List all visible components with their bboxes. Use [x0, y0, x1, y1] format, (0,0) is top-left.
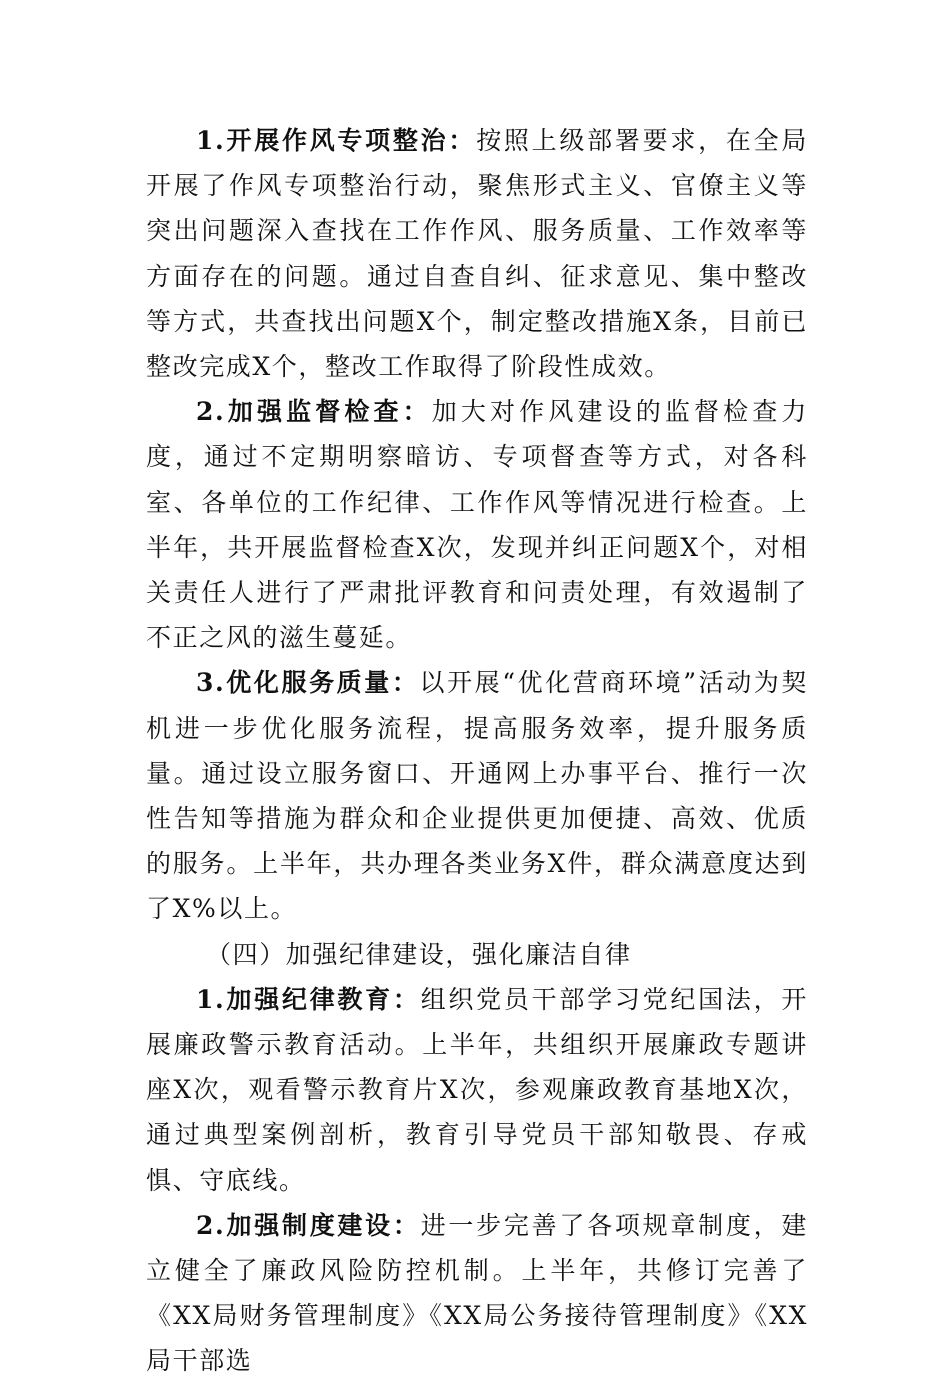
paragraph-jilv-jiaoyu: [146, 977, 808, 1203]
paragraph-lead: 1.开展作风专项整治：: [196, 126, 477, 155]
paragraph-zuofeng-zhengzhi: [146, 118, 808, 389]
paragraph-lead: 3.优化服务质量：: [196, 668, 420, 698]
paragraph-text: 进一步完善了各项规章制度，建立健全了廉政风险防控机制。上半年，共修订完善了《XX局财务管理制度》《XX局公务接待管理制度》《XX局干部选: [146, 1210, 809, 1376]
section-heading: （四）加强纪律建设，强化廉洁自律: [206, 939, 632, 969]
paragraph-zhidu-jianshe: [146, 1203, 808, 1384]
paragraph-text: 加大对作风建设的监督检查力度，通过不定期明察暗访、专项督查等方式，对各科室、各单位的工作纪律、工作作风等情况进行检查。上半年，共开展监督检查X次，发现并纠正问题X个，对相关责任人进行了严肃批评教育和问责处理，有效遏制了不正之风的滋生蔓延。: [146, 397, 808, 653]
paragraph-text: 按照上级部署要求，在全局开展了作风专项整治行动，聚焦形式主义、官僚主义等突出问题深入查找在工作作风、服务质量、工作效率等方面存在的问题。通过自查自纠、征求意见、集中整改等方式，共查找出问题X个，制定整改措施X条，目前已整改完成X个，整改工作取得了阶段性成效。: [146, 126, 809, 382]
paragraph-jiandu-jiancha: [146, 389, 808, 660]
document-body: [146, 118, 808, 1384]
paragraph-lead: 2.加强监督检查：: [196, 397, 432, 427]
paragraph-lead: 2.加强制度建设：: [196, 1210, 421, 1240]
paragraph-lead: 1.加强纪律教育：: [196, 984, 421, 1014]
paragraph-text: 以开展“优化营商环境”活动为契机进一步优化服务流程，提高服务效率，提升服务质量。通过设立服务窗口、开通网上办事平台、推行一次性告知等措施为群众和企业提供更加便捷、高效、优质的服务。上半年，共办理各类业务X件，群众满意度达到了X%以上。: [146, 668, 808, 924]
paragraph-text: 组织党员干部学习党纪国法，开展廉政警示教育活动。上半年，共组织开展廉政专题讲座X次，观看警示教育片X次，参观廉政教育基地X次，通过典型案例剖析，教育引导党员干部知敬畏、存戒惧、守底线。: [146, 984, 809, 1195]
paragraph-fuwu-zhiliang: [146, 660, 808, 931]
